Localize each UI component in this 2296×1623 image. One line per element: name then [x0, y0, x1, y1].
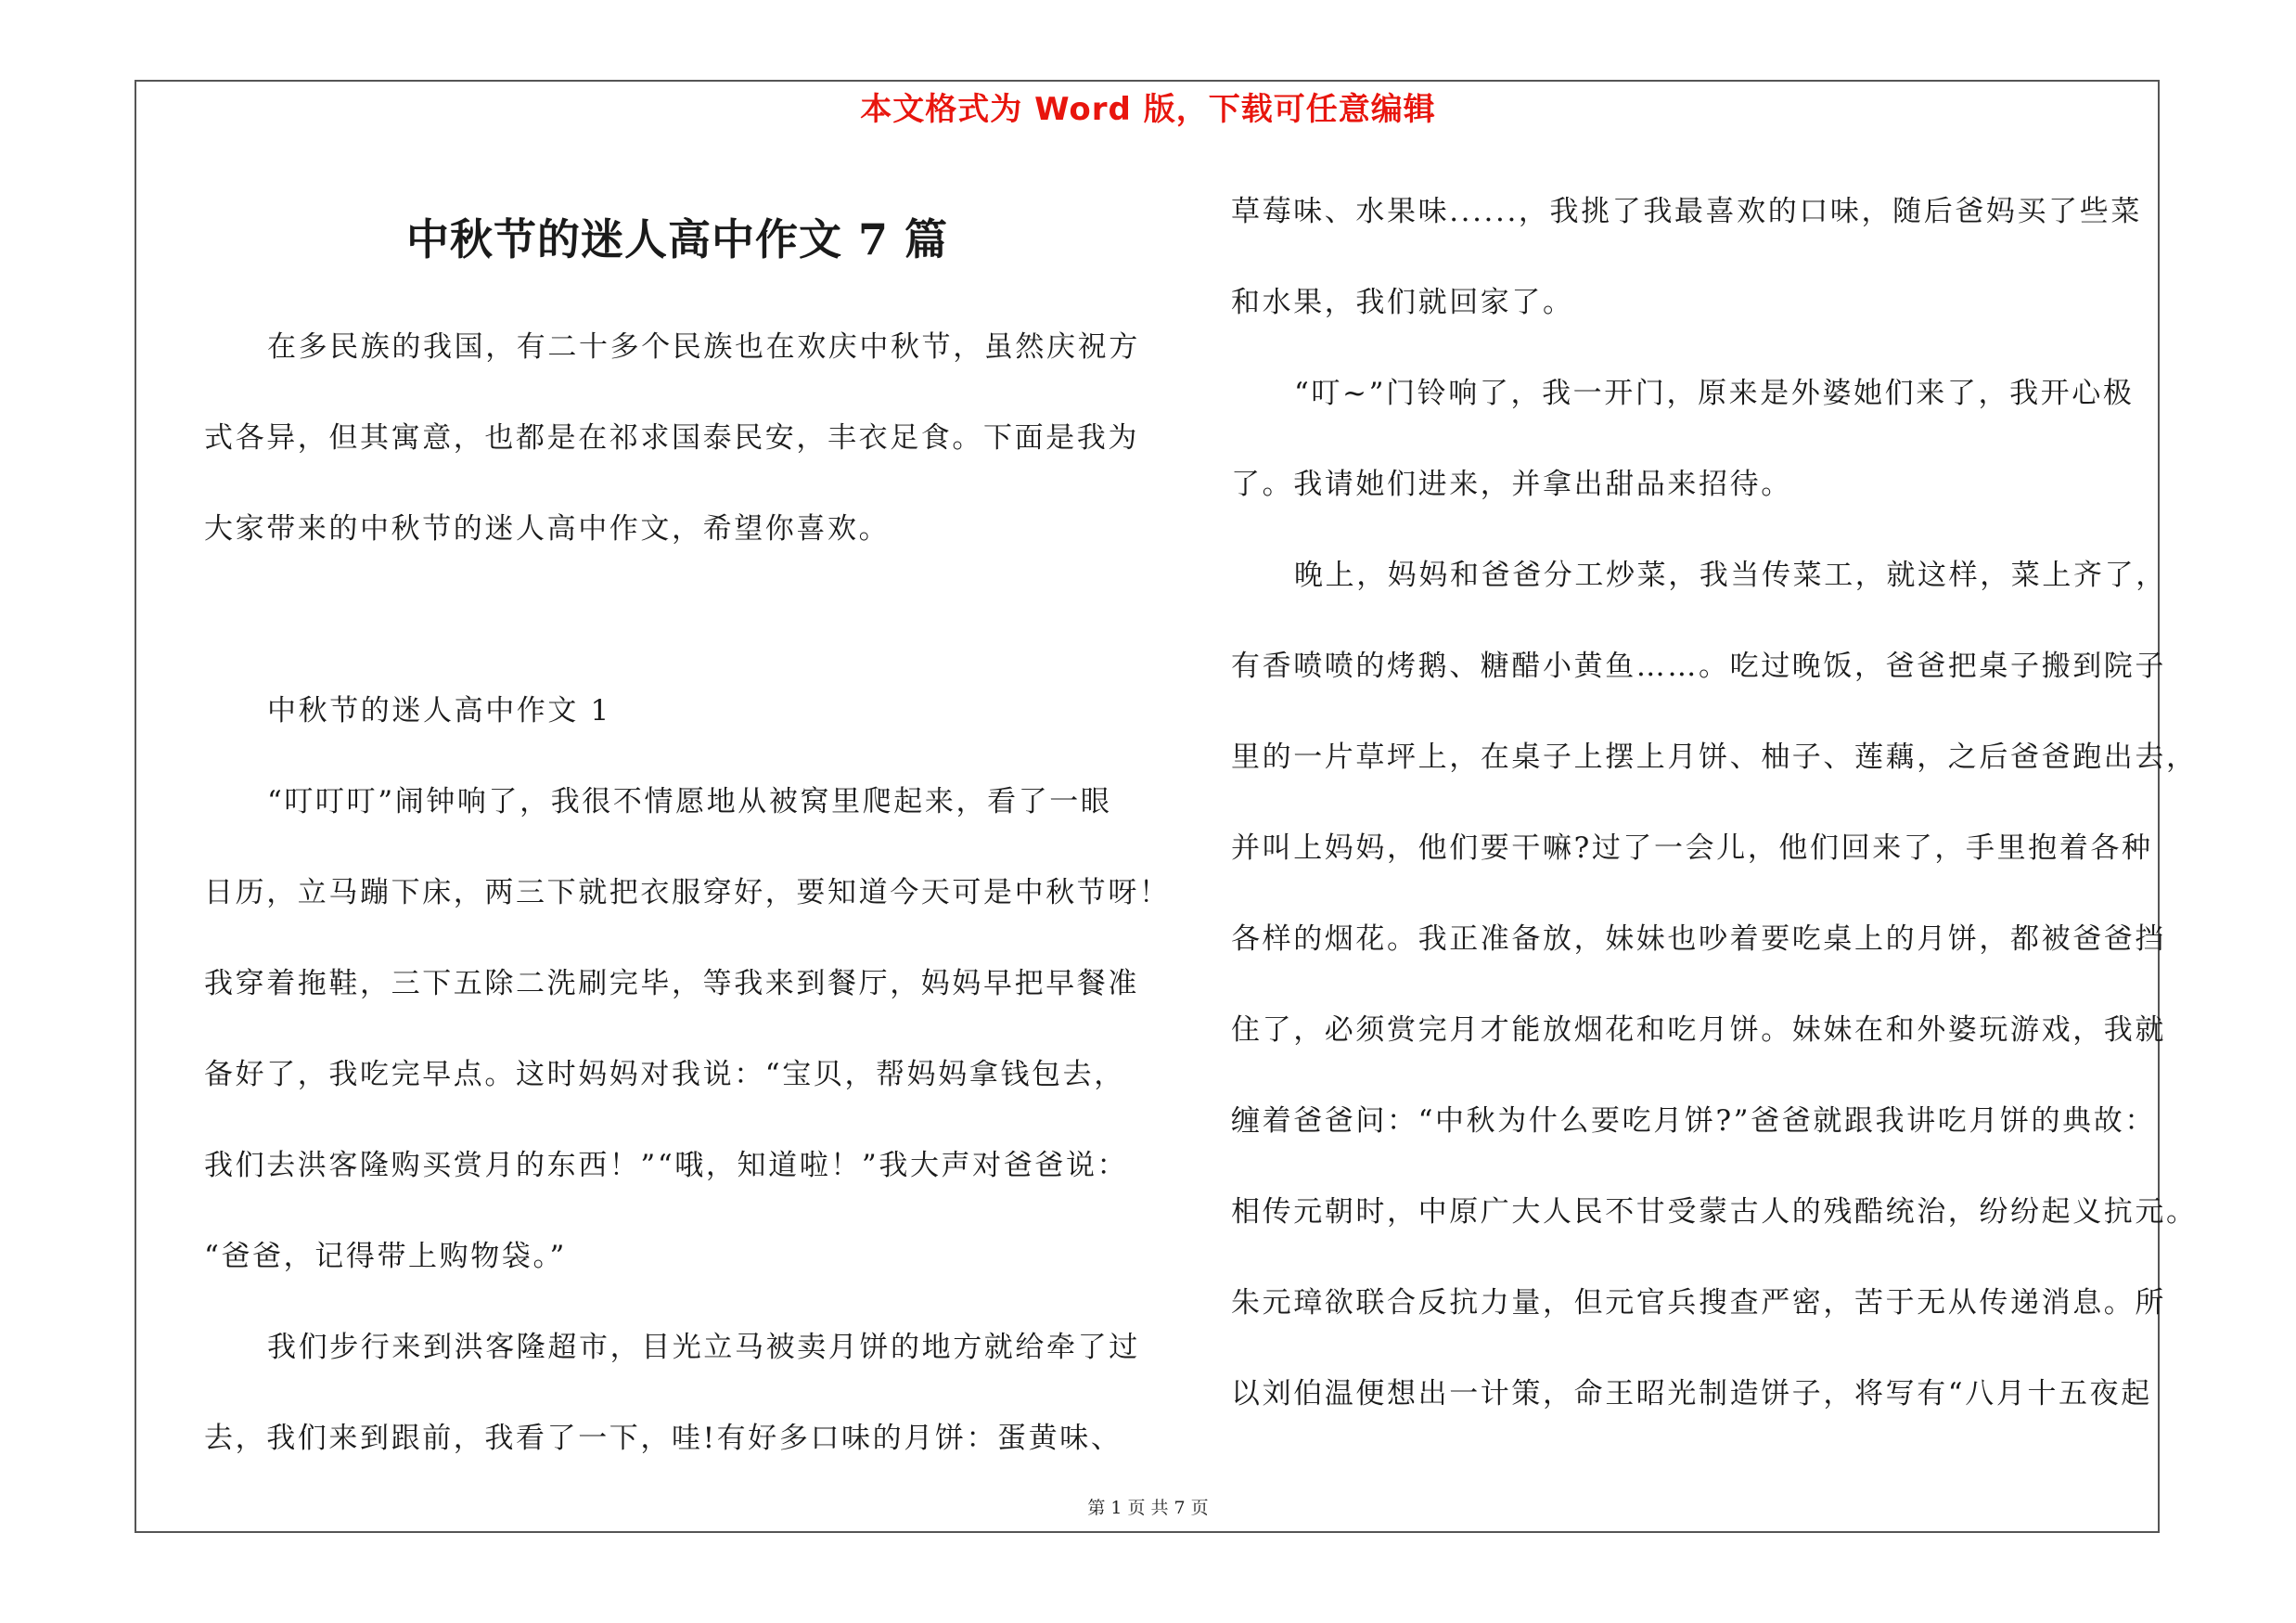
- paragraph-line: 了。我请她们进来，并拿出甜品来招待。: [1231, 468, 1792, 501]
- paragraph-line: 晚上，妈妈和爸爸分工炒菜，我当传菜工，就这样，菜上齐了，: [1294, 559, 2167, 592]
- page-title: 中秋节的迷人高中作文 7 篇: [405, 214, 949, 264]
- paragraph-line: 备好了，我吃完早点。这时妈妈对我说：“宝贝，帮妈妈拿钱包去，: [204, 1058, 1125, 1091]
- paragraph-line: 里的一片草坪上，在桌子上摆上月饼、柚子、莲藕，之后爸爸跑出去，: [1231, 741, 2198, 774]
- paragraph-line: 我们去洪客隆购买赏月的东西！”“哦，知道啦！”我大声对爸爸说：: [204, 1149, 1129, 1182]
- paragraph-line: 大家带来的中秋节的迷人高中作文，希望你喜欢。: [204, 512, 891, 546]
- paragraph-line: “爸爸，记得带上购物袋。”: [204, 1240, 567, 1273]
- paragraph-line: 以刘伯温便想出一计策，命王昭光制造饼子，将写有“八月十五夜起: [1231, 1377, 2152, 1410]
- format-banner: 本文格式为 Word 版，下载可任意编辑: [860, 91, 1436, 128]
- paragraph-line: 去，我们来到跟前，我看了一下，哇!有好多口味的月饼：蛋黄味、: [204, 1422, 1122, 1455]
- paragraph-line: 朱元璋欲联合反抗力量，但元官兵搜查严密，苦于无从传递消息。所: [1231, 1286, 2166, 1320]
- paragraph-line: 并叫上妈妈，他们要干嘛?过了一会儿，他们回来了，手里抱着各种: [1231, 831, 2153, 865]
- paragraph-line: 草莓味、水果味......，我挑了我最喜欢的口味，随后爸妈买了些菜: [1231, 195, 2142, 228]
- paragraph-line: “叮~”门铃响了，我一开门，原来是外婆她们来了，我开心极: [1294, 377, 2135, 410]
- paragraph-line: 我穿着拖鞋，三下五除二洗刷完毕，等我来到餐厅，妈妈早把早餐准: [204, 967, 1139, 1000]
- paragraph-line: 缠着爸爸问：“中秋为什么要吃月饼?”爸爸就跟我讲吃月饼的典故：: [1231, 1104, 2156, 1138]
- paragraph-line: 日历，立马蹦下床，两三下就把衣服穿好，要知道今天可是中秋节呀！: [204, 876, 1171, 909]
- paragraph-line: 我们步行来到洪客隆超市，目光立马被卖月饼的地方就给牵了过: [267, 1331, 1140, 1364]
- paragraph-line: 有香喷喷的烤鹅、糖醋小黄鱼……。吃过晚饭，爸爸把桌子搬到院子: [1231, 650, 2166, 683]
- paragraph-line: 相传元朝时，中原广大人民不甘受蒙古人的残酷统治，纷纷起义抗元。: [1231, 1195, 2198, 1229]
- page-number: 第 1 页 共 7 页: [1087, 1498, 1209, 1518]
- paragraph-line: 住了，必须赏完月才能放烟花和吃月饼。妹妹在和外婆玩游戏，我就: [1231, 1013, 2166, 1047]
- paragraph-line: 式各异，但其寓意，也都是在祁求国泰民安，丰衣足食。下面是我为: [204, 421, 1139, 455]
- paragraph-line: 在多民族的我国，有二十多个民族也在欢庆中秋节，虽然庆祝方: [267, 330, 1140, 364]
- paragraph-line: 和水果，我们就回家了。: [1231, 286, 1574, 319]
- paragraph-line: 各样的烟花。我正准备放，妹妹也吵着要吃桌上的月饼，都被爸爸挡: [1231, 922, 2166, 956]
- paragraph-line: “叮叮叮”闹钟响了，我很不情愿地从被窝里爬起来，看了一眼: [267, 785, 1112, 818]
- section-heading: 中秋节的迷人高中作文 1: [267, 694, 611, 728]
